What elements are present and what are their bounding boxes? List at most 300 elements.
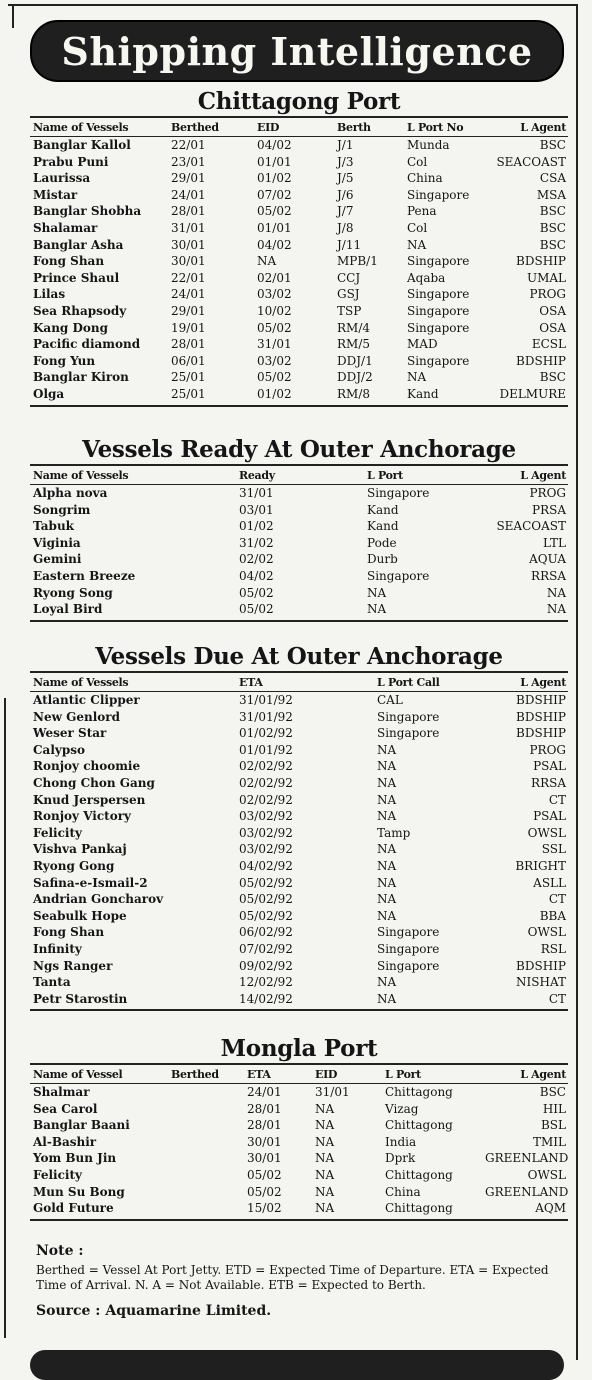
column-header: EID — [315, 1068, 338, 1081]
table-cell: OWSL — [527, 925, 566, 940]
table-cell: NA — [377, 742, 397, 757]
table-cell: 05/02 — [239, 602, 274, 617]
due-table — [30, 671, 568, 1011]
table-cell: 29/01 — [171, 303, 206, 318]
table-cell: Tanta — [33, 975, 71, 990]
column-header: L Port Call — [377, 676, 440, 689]
mongla-table — [30, 1063, 568, 1221]
table-row — [30, 270, 568, 287]
table-cell: NA — [367, 585, 387, 600]
column-header: L Agent — [520, 1068, 566, 1081]
table-cell: Gemini — [33, 552, 82, 567]
bottom-banner — [30, 1350, 564, 1380]
table-cell: MAD — [407, 337, 438, 352]
table-cell: NA — [377, 892, 397, 907]
table-cell: Ryong Gong — [33, 858, 115, 873]
table-cell: New Genlord — [33, 709, 120, 724]
table-cell: NA — [377, 792, 397, 807]
table-cell: 15/02 — [247, 1201, 282, 1216]
table-row — [30, 758, 568, 775]
table-cell — [168, 1150, 244, 1167]
table-row — [30, 551, 568, 568]
table-cell: 06/02/92 — [239, 925, 293, 940]
table-cell: PRSA — [532, 502, 566, 517]
table-cell: NA — [315, 1118, 335, 1133]
table-cell: Laurissa — [33, 171, 91, 186]
table-cell: Chittagong — [385, 1167, 453, 1182]
table-cell: Gold Future — [33, 1201, 114, 1216]
ready-section — [30, 436, 568, 622]
table-cell: MSA — [536, 187, 566, 202]
table-cell: 01/01 — [257, 220, 292, 235]
table-cell: GREENLAND — [485, 1151, 568, 1166]
table-cell: BDSHIP — [516, 958, 566, 973]
table-cell: Petr Starostin — [33, 991, 128, 1006]
table-cell: J/6 — [337, 187, 354, 202]
table-cell: Chittagong — [385, 1201, 453, 1216]
table-cell: Calypso — [33, 742, 86, 757]
table-cell: 03/02/92 — [239, 809, 293, 824]
table-cell: J/8 — [337, 220, 354, 235]
column-header: Berth — [337, 121, 371, 134]
table-cell: Banglar Kallol — [33, 138, 131, 152]
table-row — [30, 825, 568, 842]
table-row — [30, 386, 568, 406]
table-cell: Singapore — [407, 303, 470, 318]
note-block — [36, 1243, 564, 1319]
column-header: L Port — [367, 469, 403, 482]
table-cell: Sea Rhapsody — [33, 303, 127, 318]
table-cell: Singapore — [407, 320, 470, 335]
title-banner — [30, 20, 564, 82]
table-cell: NA — [315, 1201, 335, 1216]
table-row — [30, 692, 568, 709]
table-cell: Chong Chon Gang — [33, 775, 155, 790]
table-cell: 25/01 — [171, 386, 206, 401]
table-row — [30, 1101, 568, 1118]
table-cell: SSL — [541, 842, 566, 857]
table-cell: Songrim — [33, 502, 91, 517]
table-cell: 25/01 — [171, 370, 206, 385]
table-row — [30, 485, 568, 502]
table-cell: NA — [377, 858, 397, 873]
table-row — [30, 1167, 568, 1184]
note-title: Note : — [36, 1243, 84, 1259]
table-row — [30, 1150, 568, 1167]
table-cell: NA — [377, 775, 397, 790]
table-cell: GSJ — [337, 287, 360, 302]
left-column-rule — [4, 698, 6, 1338]
table-cell: Shalamar — [33, 220, 98, 235]
table-cell: PSAL — [533, 759, 566, 774]
table-cell: PROG — [529, 486, 566, 500]
column-header: Berthed — [171, 1068, 219, 1081]
table-cell: RM/5 — [337, 337, 370, 352]
table-cell: AQUA — [529, 552, 566, 567]
table-row — [30, 585, 568, 602]
table-cell: 01/01 — [257, 154, 292, 169]
table-cell: 31/01 — [315, 1085, 350, 1099]
table-row — [30, 1084, 568, 1101]
table-cell: J/7 — [337, 204, 354, 219]
table-cell: Durb — [367, 552, 398, 567]
table-cell: China — [385, 1184, 421, 1199]
table-cell: Loyal Bird — [33, 602, 103, 617]
table-cell: NA — [377, 975, 397, 990]
table-cell: 28/01 — [171, 204, 206, 219]
table-cell: 31/01/92 — [239, 709, 293, 724]
table-row — [30, 792, 568, 809]
table-row — [30, 958, 568, 975]
table-cell: BSC — [539, 1085, 566, 1099]
chittagong-heading: Chittagong Port — [197, 88, 401, 115]
table-cell: J/1 — [337, 138, 354, 152]
ready-table — [30, 464, 568, 622]
table-cell: RM/4 — [337, 320, 370, 335]
table-cell: Munda — [407, 138, 450, 152]
table-cell: OWSL — [527, 825, 566, 840]
table-cell: NA — [315, 1167, 335, 1182]
table-cell: DDJ/1 — [337, 353, 373, 368]
right-rule — [576, 4, 578, 1360]
table-cell: Banglar Kiron — [33, 370, 129, 385]
table-cell: NA — [377, 759, 397, 774]
table-cell: Seabulk Hope — [33, 908, 127, 923]
table-cell: J/5 — [337, 171, 354, 186]
table-cell: 07/02/92 — [239, 941, 293, 956]
table-cell: Fong Yun — [33, 353, 96, 368]
table-cell: Mistar — [33, 187, 78, 202]
table-cell: Kang Dong — [33, 320, 109, 335]
table-cell: BDSHIP — [516, 353, 566, 368]
table-cell: Vishva Pankaj — [33, 842, 127, 857]
table-cell: 22/01 — [171, 270, 206, 285]
table-cell: NA — [257, 254, 277, 269]
table-cell: 22/01 — [171, 138, 206, 152]
table-cell: Singapore — [377, 925, 440, 940]
table-row — [30, 336, 568, 353]
banner-title: Shipping Intelligence — [61, 28, 533, 74]
table-row — [30, 502, 568, 519]
table-row — [30, 220, 568, 237]
column-header: L Agent — [520, 469, 566, 482]
table-cell: Vizag — [385, 1101, 419, 1116]
mongla-heading: Mongla Port — [220, 1035, 378, 1062]
table-cell: Safina-e-Ismail-2 — [33, 875, 148, 890]
table-row — [30, 353, 568, 370]
table-cell: 23/01 — [171, 154, 206, 169]
table-cell: 01/01/92 — [239, 742, 293, 757]
table-cell: Singapore — [367, 568, 430, 583]
table-cell: 02/01 — [257, 270, 292, 285]
table-cell: 02/02/92 — [239, 775, 293, 790]
table-cell: 01/02 — [239, 519, 274, 534]
table-cell: 03/02/92 — [239, 842, 293, 857]
table-cell: NA — [377, 908, 397, 923]
table-cell: NA — [377, 991, 397, 1006]
table-cell: 01/02 — [257, 386, 292, 401]
table-cell: RSL — [540, 941, 566, 956]
chittagong-section — [30, 88, 568, 407]
table-cell: ASLL — [533, 875, 566, 890]
table-cell: Shalmar — [33, 1085, 90, 1099]
table-cell: Sea Carol — [33, 1101, 98, 1116]
table-cell: NA — [377, 809, 397, 824]
column-header: L Port No — [407, 121, 464, 134]
table-cell: Tamp — [377, 825, 411, 840]
table-row — [30, 601, 568, 621]
table-cell: Fong Shan — [33, 925, 105, 940]
table-cell: 01/02/92 — [239, 726, 293, 741]
table-row — [30, 187, 568, 204]
table-row — [30, 908, 568, 925]
table-row — [30, 875, 568, 892]
table-cell: Singapore — [407, 187, 470, 202]
table-cell: Col — [407, 154, 428, 169]
table-cell: 03/01 — [239, 502, 274, 517]
table-cell: SEACOAST — [496, 519, 566, 534]
table-cell: NA — [315, 1184, 335, 1199]
column-header: L Agent — [520, 676, 566, 689]
table-cell: Infinity — [33, 941, 82, 956]
table-cell: NA — [315, 1134, 335, 1149]
table-cell: 03/02 — [257, 353, 292, 368]
table-cell: NISHAT — [516, 975, 566, 990]
column-header: EID — [257, 121, 280, 134]
column-header: Name of Vessel — [33, 1068, 123, 1081]
table-row — [30, 775, 568, 792]
table-row — [30, 369, 568, 386]
table-cell: BSC — [539, 220, 566, 235]
table-row — [30, 891, 568, 908]
table-cell: Viginia — [33, 535, 81, 550]
table-cell: Ngs Ranger — [33, 958, 113, 973]
table-cell: 09/02/92 — [239, 958, 293, 973]
table-cell: AQM — [535, 1201, 566, 1216]
table-row — [30, 170, 568, 187]
table-row — [30, 1117, 568, 1134]
table-cell: 29/01 — [171, 171, 206, 186]
table-cell: 24/01 — [247, 1085, 282, 1099]
table-cell: Al-Bashir — [33, 1134, 97, 1149]
column-header: ETA — [239, 676, 263, 689]
table-row — [30, 991, 568, 1011]
table-cell: NA — [367, 602, 387, 617]
table-cell: 31/01 — [257, 337, 292, 352]
table-cell: 07/02 — [257, 187, 292, 202]
table-cell: CCJ — [337, 270, 361, 285]
table-cell: 04/02 — [257, 237, 292, 252]
table-cell: 04/02/92 — [239, 858, 293, 873]
table-cell: 28/01 — [247, 1101, 282, 1116]
table-cell: 19/01 — [171, 320, 206, 335]
table-row — [30, 725, 568, 742]
table-cell: 30/01 — [247, 1151, 282, 1166]
table-cell: PSAL — [533, 809, 566, 824]
table-cell — [168, 1184, 244, 1201]
table-cell: SEACOAST — [496, 154, 566, 169]
table-cell: BDSHIP — [516, 709, 566, 724]
table-cell: OWSL — [527, 1167, 566, 1182]
table-cell — [168, 1117, 244, 1134]
table-cell: 28/01 — [247, 1118, 282, 1133]
mongla-section — [30, 1035, 568, 1221]
table-cell: BDSHIP — [516, 254, 566, 269]
table-row — [30, 154, 568, 171]
table-cell: China — [407, 171, 443, 186]
table-cell: Singapore — [377, 726, 440, 741]
table-cell: GREENLAND — [485, 1184, 568, 1199]
table-cell: BBA — [539, 908, 566, 923]
table-cell: TMIL — [533, 1134, 566, 1149]
table-cell: RRSA — [531, 775, 566, 790]
table-row — [30, 203, 568, 220]
column-header: L Agent — [520, 121, 566, 134]
table-row — [30, 924, 568, 941]
table-cell: CSA — [539, 171, 566, 186]
table-cell: Banglar Baani — [33, 1118, 130, 1133]
table-cell: NA — [546, 585, 566, 600]
table-cell: Chittagong — [385, 1085, 453, 1099]
top-rule — [8, 4, 578, 6]
column-header: Name of Vessels — [33, 121, 129, 134]
table-cell: Singapore — [377, 709, 440, 724]
table-cell: 30/01 — [247, 1134, 282, 1149]
table-cell: Fong Shan — [33, 254, 105, 269]
table-cell: Dprk — [385, 1151, 416, 1166]
table-row — [30, 709, 568, 726]
table-cell: Olga — [33, 386, 65, 401]
table-cell: J/3 — [337, 154, 354, 169]
table-cell: Felicity — [33, 1167, 82, 1182]
table-cell: 05/02 — [257, 320, 292, 335]
table-cell: NA — [315, 1101, 335, 1116]
table-cell: 04/02 — [239, 568, 274, 583]
table-cell: Singapore — [377, 941, 440, 956]
table-cell: NA — [377, 842, 397, 857]
table-cell: 28/01 — [171, 337, 206, 352]
ready-heading: Vessels Ready At Outer Anchorage — [82, 436, 516, 463]
table-cell: CT — [548, 892, 566, 907]
table-cell — [168, 1084, 244, 1101]
table-cell: OSA — [539, 303, 566, 318]
table-cell: Yom Bun Jin — [33, 1151, 117, 1166]
table-cell: 24/01 — [171, 287, 206, 302]
table-cell: 05/02 — [247, 1184, 282, 1199]
table-cell: Chittagong — [385, 1118, 453, 1133]
table-cell: RM/8 — [337, 386, 370, 401]
table-cell: India — [385, 1134, 417, 1149]
column-header: Ready — [239, 469, 275, 482]
table-cell: 05/02 — [257, 370, 292, 385]
table-cell: TSP — [337, 303, 362, 318]
table-cell: 05/02/92 — [239, 875, 293, 890]
table-cell: Banglar Shobha — [33, 204, 142, 219]
table-cell: Felicity — [33, 825, 82, 840]
table-cell: NA — [377, 875, 397, 890]
table-cell: BDSHIP — [516, 693, 566, 707]
table-row — [30, 941, 568, 958]
table-cell: Lilas — [33, 287, 66, 302]
table-cell: NA — [546, 602, 566, 617]
table-cell: Atlantic Clipper — [33, 693, 140, 707]
table-row — [30, 1200, 568, 1220]
table-cell: Aqaba — [407, 270, 446, 285]
table-cell: 05/02 — [257, 204, 292, 219]
due-heading: Vessels Due At Outer Anchorage — [95, 643, 503, 670]
table-row — [30, 841, 568, 858]
table-row — [30, 1134, 568, 1151]
table-cell: 04/02 — [257, 138, 292, 152]
table-cell: Ryong Song — [33, 585, 113, 600]
table-cell: CAL — [377, 693, 403, 707]
table-cell: Kand — [367, 519, 399, 534]
table-cell: Singapore — [407, 353, 470, 368]
table-row — [30, 303, 568, 320]
table-row — [30, 858, 568, 875]
table-cell: NA — [407, 237, 427, 252]
table-cell: PROG — [529, 742, 566, 757]
table-row — [30, 535, 568, 552]
table-cell: CT — [548, 792, 566, 807]
table-cell: Prabu Puni — [33, 154, 109, 169]
table-cell — [168, 1200, 244, 1220]
table-cell: BSC — [539, 204, 566, 219]
table-cell: OSA — [539, 320, 566, 335]
table-cell: J/11 — [337, 237, 362, 252]
table-cell: MPB/1 — [337, 254, 378, 269]
table-cell: 30/01 — [171, 237, 206, 252]
table-row — [30, 808, 568, 825]
table-cell: 12/02/92 — [239, 975, 293, 990]
table-cell: Col — [407, 220, 428, 235]
table-cell: 02/02 — [239, 552, 274, 567]
table-cell: Pode — [367, 535, 397, 550]
table-cell: 05/02/92 — [239, 892, 293, 907]
table-row — [30, 518, 568, 535]
table-cell: 02/02/92 — [239, 759, 293, 774]
table-cell: Ronjoy Victory — [33, 809, 132, 824]
table-cell: 06/01 — [171, 353, 206, 368]
column-header: Berthed — [171, 121, 219, 134]
table-cell: 03/02/92 — [239, 825, 293, 840]
table-cell: CT — [548, 991, 566, 1006]
table-cell: NA — [407, 370, 427, 385]
table-cell: 01/02 — [257, 171, 292, 186]
table-cell: 31/01 — [171, 220, 206, 235]
column-header: Name of Vessels — [33, 676, 129, 689]
table-cell: Knud Jerspersen — [33, 792, 146, 807]
table-cell — [168, 1167, 244, 1184]
table-cell: LTL — [543, 535, 566, 550]
table-row — [30, 1184, 568, 1201]
table-cell: BDSHIP — [516, 726, 566, 741]
table-cell: 10/02 — [257, 303, 292, 318]
source-credit: Source : Aquamarine Limited. — [36, 1303, 272, 1319]
table-cell: ECSL — [531, 337, 566, 352]
table-cell: Mun Su Bong — [33, 1184, 125, 1199]
column-header: ETA — [247, 1068, 271, 1081]
table-cell: 05/02 — [239, 585, 274, 600]
table-cell: BRIGHT — [515, 858, 566, 873]
table-row — [30, 286, 568, 303]
column-header: L Port — [385, 1068, 421, 1081]
table-cell: Kand — [407, 386, 439, 401]
table-cell: BSC — [539, 237, 566, 252]
table-cell: 24/01 — [171, 187, 206, 202]
table-cell: Tabuk — [33, 519, 74, 534]
table-cell: Ronjoy choomie — [33, 759, 141, 774]
